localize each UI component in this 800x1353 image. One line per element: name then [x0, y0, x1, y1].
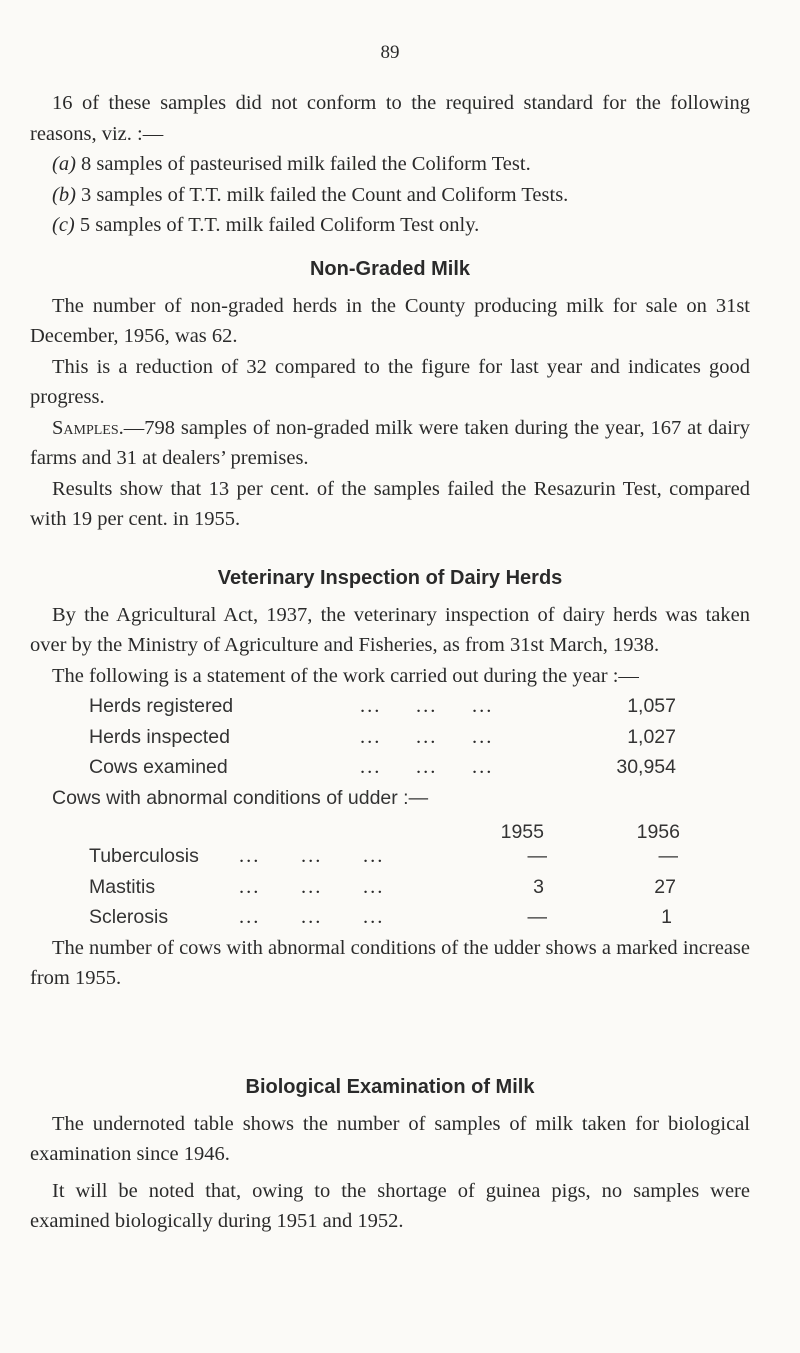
list-item-b: (b) 3 samples of T.T. milk failed the Count and Coliform Tests.: [52, 183, 569, 206]
biological-heading: Biological Examination of Milk: [245, 1076, 535, 1098]
stat-row: Herds inspected ... ... ... 1,027: [89, 725, 676, 748]
abnormal-intro: Cows with abnormal conditions of udder :—: [52, 786, 429, 809]
abnormal-intro-row: [30, 783, 750, 814]
veterinary-heading: Veterinary Inspection of Dairy Herds: [217, 567, 563, 589]
condition-row: Tuberculosis ... ... ... — —: [89, 845, 678, 867]
year-header-row: [30, 813, 750, 841]
veterinary-para-2: The following is a statement of the work carried out during the year :—: [52, 664, 639, 687]
list-item-a: (a) 8 samples of pasteurised milk failed the Coliform Test.: [52, 153, 531, 175]
non-graded-para-4: Results show that 13 per cent. of the samples failed the Resazurin Test, compared with 19 per cent. in 1955.: [30, 477, 750, 530]
intro-section: [30, 88, 750, 241]
non-graded-para-1: The number of non-graded herds in the County producing milk for sale on 31st December, 1956, was 62.: [30, 294, 750, 347]
veterinary-para-1: By the Agricultural Act, 1937, the veterinary inspection of dairy herds was taken over by the Ministry of Agriculture and Fisheries, as from 31st March, 1938.: [30, 603, 750, 656]
page-number: 89: [380, 42, 400, 63]
biological-section: [30, 1072, 750, 1237]
year-header-1955: 1955: [500, 821, 544, 843]
list-item-c: (c) 5 samples of T.T. milk failed Coliform Test only.: [52, 214, 480, 236]
condition-row: Sclerosis ... ... ... — 1: [89, 906, 672, 928]
condition-row: Mastitis ... ... ... 3 27: [89, 875, 676, 898]
non-graded-para-2: This is a reduction of 32 compared to the figure for last year and indicates good progress.: [30, 355, 750, 408]
year-header-1956: 1956: [636, 821, 680, 843]
intro-sentence: 16 of these samples did not conform to the required standard for the following reasons, viz. :—: [30, 92, 750, 145]
veterinary-section: [30, 563, 750, 994]
stat-row: Cows examined ... ... ... 30,954: [89, 756, 676, 778]
stat-row: Herds registered ... ... ... 1,057: [89, 695, 676, 717]
non-graded-samples: Samples.—798 samples of non-graded milk were taken during the year, 167 at dairy farms and 31 at dealers’ premises.: [30, 416, 750, 469]
veterinary-closing: The number of cows with abnormal conditions of the udder shows a marked increase from 1955.: [30, 936, 750, 989]
biological-para-1: The undernoted table shows the number of samples of milk taken for biological examination since 1946.: [30, 1112, 750, 1165]
non-graded-heading: Non-Graded Milk: [309, 258, 470, 280]
non-graded-section: [30, 254, 750, 535]
biological-para-2: It will be noted that, owing to the shortage of guinea pigs, no samples were examined biologically during 1951 and 1952.: [30, 1179, 750, 1232]
